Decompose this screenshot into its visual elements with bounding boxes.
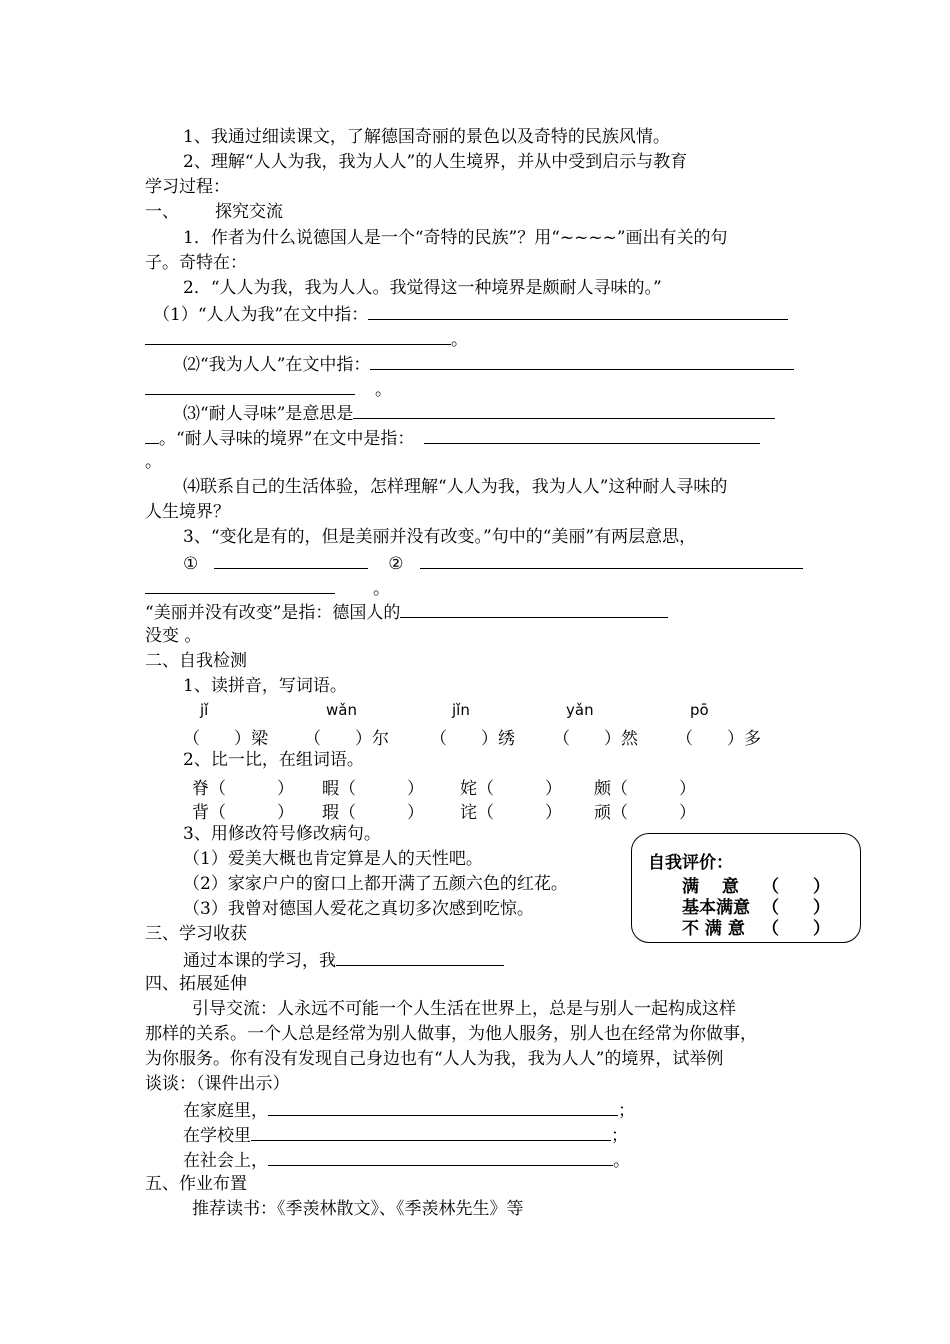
compare-1-3[interactable]: 姹（ ） — [460, 779, 562, 799]
s1-q2-4-line1: ⑷联系自己的生活体验，怎样理解“人人为我，我为人人”这种耐人寻味的 — [183, 477, 728, 497]
word-blank-3[interactable]: （ ）绣 — [430, 729, 515, 749]
eval-basic-check[interactable]: （ ） — [762, 898, 830, 918]
s1-q2-3-cont: 。“耐人寻味的境界”在文中是指： — [145, 426, 760, 450]
process-title: 学习过程： — [145, 177, 230, 197]
s1-q2-3-end: 。 — [145, 452, 162, 472]
s4-para-1: 引导交流：人永远不可能一个人生活在世界上，总是与别人一起构成这样 — [192, 999, 736, 1019]
compare-2-4[interactable]: 顽（ ） — [594, 803, 696, 823]
s4-para-4: 谈谈：（课件出示） — [145, 1074, 290, 1094]
answer-blank[interactable] — [145, 377, 355, 395]
section-4-title: 四、拓展延伸 — [145, 974, 247, 994]
pinyin-2: wǎn — [326, 701, 357, 719]
section-5-title: 五、作业布置 — [145, 1174, 247, 1194]
answer-blank[interactable] — [368, 302, 788, 320]
s2-q3: 3、用修改符号修改病句。 — [183, 824, 381, 844]
pinyin-1: jǐ — [200, 701, 209, 719]
answer-blank[interactable] — [214, 551, 368, 569]
answer-blank[interactable] — [251, 1123, 611, 1141]
objective-1: 1、我通过细读课文，了解德国奇丽的景色以及奇特的民族风情。 — [183, 127, 670, 147]
answer-blank[interactable] — [420, 551, 803, 569]
self-evaluation-box — [631, 833, 861, 943]
answer-blank[interactable] — [145, 576, 335, 594]
s1-q3: 3、“变化是有的，但是美丽并没有改变。”句中的“美丽”有两层意思， — [183, 527, 697, 547]
s4-para-2: 那样的关系。一个人总是经常为别人做事，为他人服务，别人也在经常为你做事， — [145, 1024, 757, 1044]
objective-2: 2、理解“人人为我，我为人人”的人生境界，并从中受到启示与教育 — [183, 152, 688, 172]
s1-q1-line2: 子。奇特在： — [145, 253, 247, 273]
section-2-title: 二、自我检测 — [145, 651, 247, 671]
s4-school: 在学校里 ； — [183, 1123, 628, 1147]
answer-blank[interactable] — [145, 426, 159, 444]
pinyin-3: jǐn — [452, 701, 470, 719]
eval-unsatisfied-check[interactable]: （ ） — [762, 919, 830, 939]
section-1-title: 一、 探究交流 — [145, 202, 283, 222]
word-blank-4[interactable]: （ ）然 — [553, 729, 638, 749]
s2-q2: 2、比一比，在组词语。 — [183, 750, 364, 770]
s1-q1-line1: 1．作者为什么说德国人是一个“奇特的民族”？用“~~~~”画出有关的句 — [183, 228, 728, 248]
pinyin-5: pō — [690, 701, 709, 719]
s2-q1: 1、读拼音，写词语。 — [183, 676, 347, 696]
eval-title: 自我评价： — [648, 853, 733, 873]
sentence-2: （2）家家户户的窗口上都开满了五颜六色的红花。 — [183, 874, 568, 894]
s1-q2-2-cont: 。 — [145, 377, 392, 401]
s1-q3-meaning-line: “美丽并没有改变”是指：德国人的 — [145, 600, 668, 624]
eval-satisfied: 满 意 — [682, 877, 739, 897]
compare-2-3[interactable]: 诧（ ） — [460, 803, 562, 823]
sentence-1: （1）爱美大概也肯定算是人的天性吧。 — [183, 849, 483, 869]
answer-blank[interactable] — [424, 426, 760, 444]
answer-blank[interactable] — [268, 1148, 613, 1166]
section-3-title: 三、学习收获 — [145, 924, 247, 944]
word-blank-5[interactable]: （ ）多 — [676, 729, 761, 749]
answer-blank[interactable] — [336, 948, 504, 966]
s1-q3-end: 没变 。 — [145, 626, 202, 646]
eval-satisfied-check[interactable]: （ ） — [762, 877, 830, 897]
compare-2-2[interactable]: 瑕（ ） — [322, 803, 424, 823]
s1-q2: 2．“人人为我，我为人人。我觉得这一种境界是颇耐人寻味的。” — [183, 278, 662, 298]
eval-basic: 基本满意 — [682, 898, 750, 918]
s1-q2-4-line2: 人生境界？ — [145, 502, 230, 522]
word-blank-2[interactable]: （ ）尔 — [304, 729, 389, 749]
answer-blank[interactable] — [370, 352, 794, 370]
s1-q2-2: ⑵“我为人人”在文中指： — [183, 352, 794, 376]
answer-blank[interactable] — [353, 401, 775, 419]
answer-blank[interactable] — [268, 1098, 618, 1116]
compare-1-1[interactable]: 脊（ ） — [192, 779, 294, 799]
s1-q2-1-cont: 。 — [145, 327, 468, 351]
s3-line: 通过本课的学习，我 — [183, 948, 504, 972]
s1-q2-1: （1）“人人为我”在文中指： — [153, 302, 788, 326]
compare-2-1[interactable]: 背（ ） — [192, 803, 294, 823]
s4-home: 在家庭里， ； — [183, 1098, 635, 1122]
pinyin-4: yǎn — [566, 701, 594, 719]
s4-para-3: 为你服务。你有没有发现自己身边也有“人人为我，我为人人”的境界，试举例 — [145, 1049, 724, 1069]
s4-society: 在社会上， 。 — [183, 1148, 630, 1172]
s1-q3-meanings: ① ② — [183, 551, 803, 575]
answer-blank[interactable] — [145, 327, 451, 345]
compare-1-4[interactable]: 颇（ ） — [594, 779, 696, 799]
s1-q3-cont: 。 — [145, 576, 390, 600]
eval-unsatisfied: 不 满 意 — [682, 919, 745, 939]
answer-blank[interactable] — [400, 600, 668, 618]
s1-q2-3: ⑶“耐人寻味”是意思是 — [183, 401, 775, 425]
sentence-3: （3）我曾对德国人爱花之真切多次感到吃惊。 — [183, 899, 534, 919]
s5-line: 推荐读书：《季羡林散文》、《季羡林先生》等 — [192, 1199, 524, 1219]
compare-1-2[interactable]: 暇（ ） — [322, 779, 424, 799]
word-blank-1[interactable]: （ ）梁 — [183, 729, 268, 749]
